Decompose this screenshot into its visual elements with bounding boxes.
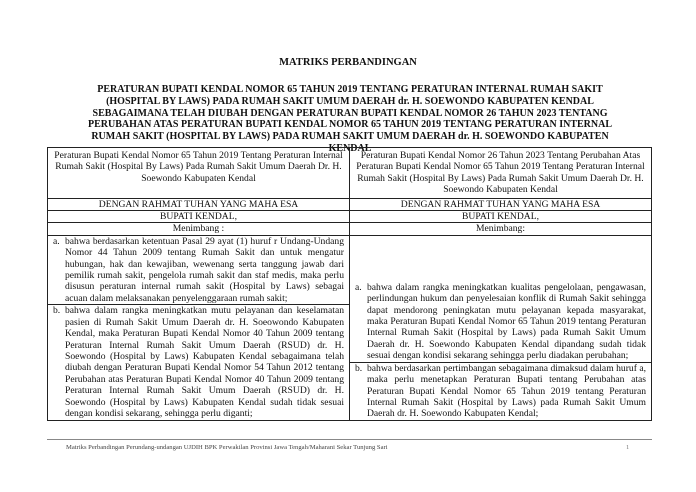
item-marker: b. — [355, 362, 363, 374]
table-row — [48, 198, 652, 420]
item-text: bahwa dalam rangka meningkatkan kualitas pengelolaan, pengawasan, perlindungan hukum dan penyelesaian konflik di Rumah Sakit sehingga dapat mendorong peningkatan mutu pelayanan kepada masyarakat, maka Peraturan Bupati Kendal Nomor 65 Tahun 2019 tentang Peraturan Internal Rumah Sakit (Hospital by Laws) pada Rumah Sakit Umum Daerah dr. H. Soewondo Kabupaten Kendal dipandang sudah tidak sesuai dengan kondisi sekarang sehingga perlu diadakan perubahan; — [367, 281, 646, 362]
regulation-heading: PERATURAN BUPATI KENDAL NOMOR 65 TAHUN 2019 TENTANG PERATURAN INTERNAL RUMAH SAKIT (HOSPITAL BY LAWS) PADA RUMAH SAKIT UMUM DAERAH dr. H. SOEWONDO KABUPATEN KENDAL SEBAGAIMANA TELAH DIUBAH DENGAN PERATURAN BUPATI KENDAL NOMOR 26 TAHUN 2023 TENTANG PERUBAHAN ATAS PERATURAN BUPATI KENDAL NOMOR 65 TAHUN 2019 TENTANG PERATURAN INTERNAL RUMAH SAKIT (HOSPITAL BY LAWS) PADA RUMAH SAKIT UMUM DAERAH dr. H. SOEWONDO KABUPATEN KENDAL — [87, 84, 613, 154]
right-bupati: BUPATI KENDAL, — [350, 211, 651, 223]
right-column-body — [350, 198, 652, 420]
document-title: MATRIKS PERBANDINGAN — [279, 57, 417, 68]
item-text: bahwa berdasarkan pertimbangan sebagaimana dimaksud dalam huruf a, maka perlu menetapkan Peraturan Bupati tentang Perubahan atas Peraturan Bupati Kendal Nomor 65 Tahun 2019 tentang Peraturan Internal Rumah Sakit (Hospital by Laws) pada Rumah Sakit Umum Daerah dr. H. Soewondo Kabupaten Kendal; — [367, 362, 646, 420]
footer-divider — [47, 439, 652, 440]
left-column-header: Peraturan Bupati Kendal Nomor 65 Tahun 2019 Tentang Peraturan Internal Rumah Sakit (Hospital By Laws) Pada Rumah Sakit Umum Daerah Dr. H. Soewondo Kabupaten Kendal — [48, 148, 350, 199]
left-column-body — [48, 198, 350, 420]
right-item-b — [355, 363, 646, 420]
right-menimbang: Menimbang: — [350, 223, 651, 235]
item-marker: a. — [53, 235, 60, 247]
comparison-table — [47, 147, 652, 421]
left-item-b — [53, 305, 344, 419]
right-rahmat: DENGAN RAHMAT TUHAN YANG MAHA ESA — [350, 199, 651, 211]
left-rahmat: DENGAN RAHMAT TUHAN YANG MAHA ESA — [48, 199, 349, 211]
left-item-a — [53, 236, 344, 304]
item-text: bahwa dalam rangka meningkatkan mutu pelayanan dan keselamatan pasien di Rumah Sakit Umum Daerah dr. H. Soeowondo Kabupaten Kendal, maka Peraturan Bupati Kendal Nomor 40 Tahun 2009 tentang Peraturan Internal Rumah Sakit Umum Daerah (RSUD) dr. H. Soewondo (Hospital by Laws) Kabupaten Kendal sebagaimana telah diubah dengan Peraturan Bupati Kendal Nomor 54 Tahun 2012 tentang Perubahan atas Peraturan Bupati Kendal Nomor 40 Tahun 2009 tentang Peraturan Internal Rumah Sakit Umum Daerah (RSUD) dr. H. Soewondo (Hospital by Laws) Kabupaten Kendal sudah tidak sesuai dengan kondisi sekarang, sehingga perlu diganti; — [65, 305, 344, 419]
left-menimbang: Menimbang : — [48, 223, 349, 235]
left-bupati: BUPATI KENDAL, — [48, 211, 349, 223]
item-marker: b. — [53, 305, 61, 317]
page-number: 1 — [626, 444, 630, 451]
item-marker: a. — [355, 281, 362, 293]
item-text: bahwa berdasarkan ketentuan Pasal 29 ayat (1) huruf r Undang-Undang Nomor 44 Tahun 2009 tentang Rumah Sakit dan untuk mengatur hubungan, hak dan kewajiban, wewenang serta tanggung jawab dari pemilik rumah sakit, pengelola rumah sakit dan staf medis, maka perlu disusun peraturan internal rumah sakit (Hospital by Laws) sebagai acuan dalam melaksanakan penyelenggaraan rumah sakit; — [65, 235, 344, 304]
right-item-a — [355, 282, 646, 362]
right-column-header: Peraturan Bupati Kendal Nomor 26 Tahun 2023 Tentang Perubahan Atas Peraturan Bupati Kendal Nomor 65 Tahun 2019 Tentang Peraturan Internal Rumah Sakit (Hospital By Laws) Pada Rumah Sakit Umum Daerah Dr. H. Soewondo Kabupaten Kendal — [350, 148, 652, 199]
page-footer: Matriks Perbandingan Perundang-undangan UJDIH BPK Perwakilan Provinsi Jawa Tengah/Maharani Sekar Tunjung Sari — [66, 444, 388, 451]
table-header-row — [48, 148, 652, 199]
